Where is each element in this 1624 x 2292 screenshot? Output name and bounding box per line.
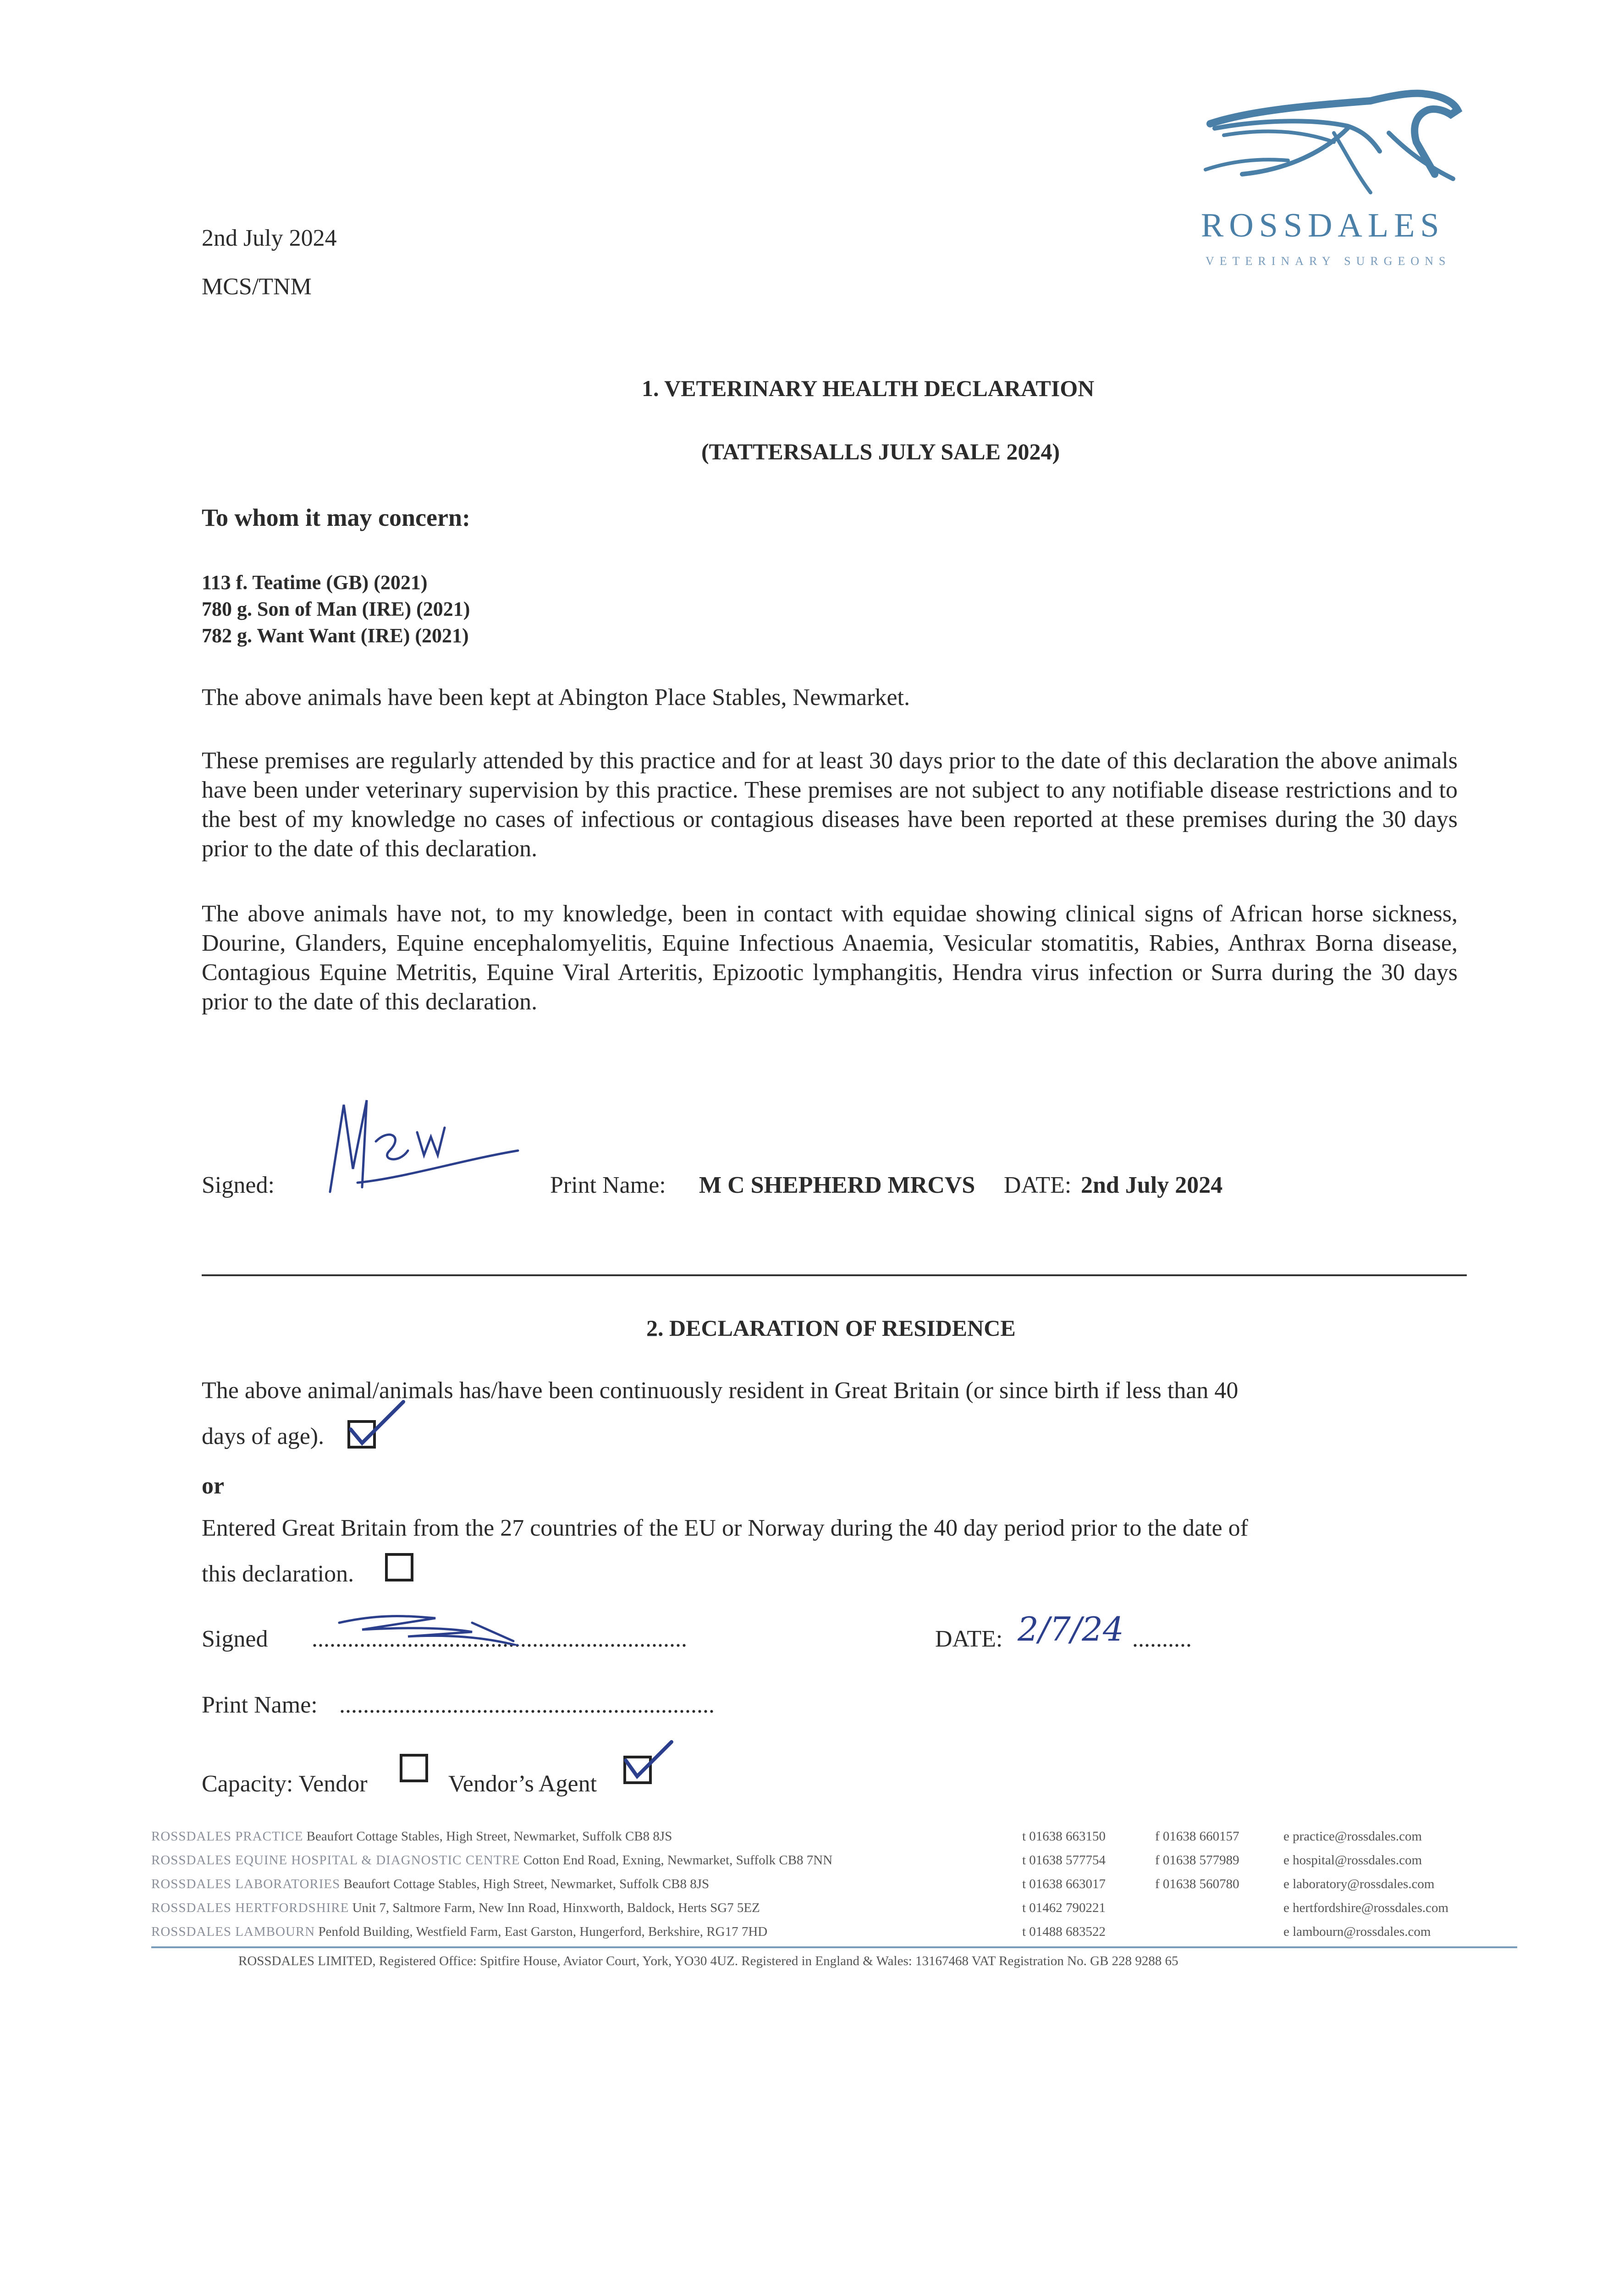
footer-registered-office: ROSSDALES LIMITED, Registered Office: Spitfire House, Aviator Court, York, YO30 4UZ. Registered in England & Wales: 13167468 VAT Registration No. GB 228 9288 65	[238, 1954, 1178, 1968]
signature-mark	[312, 1086, 523, 1196]
footer-email: e hospital@rossdales.com	[1283, 1853, 1422, 1868]
footer-fax: f 01638 577989	[1155, 1853, 1239, 1868]
list-item: 780 g. Son of Man (IRE) (2021)	[202, 598, 470, 620]
list-item: 113 f. Teatime (GB) (2021)	[202, 571, 428, 594]
letter-reference: MCS/TNM	[202, 274, 312, 300]
footer-row-lambourn: ROSSDALES LAMBOURN Penfold Building, Westfield Farm, East Garston, Hungerford, Berkshire, RG17 7HD	[151, 1924, 768, 1939]
footer-tel: t 01638 577754	[1022, 1853, 1106, 1868]
residence-checkbox-entered[interactable]	[385, 1553, 413, 1581]
print-name-dots: ...............................................................	[339, 1692, 715, 1718]
rossdales-logo	[1192, 83, 1476, 284]
residence-option1-line2: days of age).	[202, 1423, 325, 1449]
animal-list	[202, 569, 470, 649]
footer-fax: f 01638 560780	[1155, 1877, 1239, 1891]
footer-tel: t 01638 663017	[1022, 1877, 1106, 1891]
residence-option2-line2: this declaration.	[202, 1561, 354, 1587]
salutation: To whom it may concern:	[202, 504, 470, 531]
horse-logo-icon	[1196, 83, 1471, 206]
handwritten-date: 2/7/24	[1018, 1610, 1124, 1648]
paragraph-contact: The above animals have not, to my knowledge, been in contact with equidae showing clinical signs of African horse sickness, Dourine, Glanders, Equine encephalomyelitis, Equine Infectious Anaemia, Vesicular stomatitis, Rabies, Anthrax Borna disease, Contagious Equine Metritis, Equine Viral Arteritis, Epizootic lymphangitis, Hendra virus infection or Surra during the 30 days prior to the date of this declaration.	[202, 901, 1458, 1015]
footer-email: e laboratory@rossdales.com	[1283, 1877, 1435, 1891]
footer-tel: t 01462 790221	[1022, 1901, 1106, 1915]
capacity-label: Capacity: Vendor	[202, 1771, 368, 1797]
footer-row-hertfordshire: ROSSDALES HERTFORDSHIRE Unit 7, Saltmore Farm, New Inn Road, Hinxworth, Baldock, Herts SG7 5EZ	[151, 1901, 760, 1915]
signature-scribble	[335, 1609, 564, 1646]
footer-fax: f 01638 660157	[1155, 1829, 1239, 1844]
footer-row-practice: ROSSDALES PRACTICE Beaufort Cottage Stables, High Street, Newmarket, Suffolk CB8 8JS	[151, 1829, 672, 1844]
signed-label-2: Signed	[202, 1626, 268, 1652]
footer-email: e lambourn@rossdales.com	[1283, 1924, 1431, 1939]
section1-heading: 1. VETERINARY HEALTH DECLARATION	[642, 375, 1095, 401]
capacity-vendor-checkbox[interactable]	[400, 1754, 428, 1782]
footer-email: e hertfordshire@rossdales.com	[1283, 1901, 1449, 1915]
print-name-value: M C SHEPHERD MRCVS	[699, 1172, 975, 1198]
checkmark-icon	[621, 1737, 676, 1783]
section-divider	[202, 1274, 1467, 1276]
paragraph-premises: The above animals have been kept at Abington Place Stables, Newmarket.	[202, 684, 910, 711]
or-label: or	[202, 1473, 225, 1499]
footer-row-hospital: ROSSDALES EQUINE HOSPITAL & DIAGNOSTIC CENTRE Cotton End Road, Exning, Newmarket, Suffolk CB8 7NN	[151, 1853, 833, 1868]
print-name-label: Print Name:	[550, 1172, 666, 1198]
letter-date: 2nd July 2024	[202, 225, 337, 251]
agent-label: Vendor’s Agent	[448, 1771, 597, 1797]
signed-label: Signed:	[202, 1172, 275, 1198]
print-name-label-2: Print Name:	[202, 1692, 318, 1718]
residence-option1-line1: The above animal/animals has/have been continuously resident in Great Britain (or since birth if less than 40	[202, 1377, 1239, 1404]
date-label: DATE:	[1004, 1172, 1072, 1198]
section1-subheading: (TATTERSALLS JULY SALE 2024)	[701, 439, 1060, 464]
footer-row-laboratories: ROSSDALES LABORATORIES Beaufort Cottage Stables, High Street, Newmarket, Suffolk CB8 8JS	[151, 1877, 710, 1891]
footer-divider	[151, 1946, 1517, 1948]
section2-heading: 2. DECLARATION OF RESIDENCE	[646, 1315, 1016, 1341]
checkmark-icon	[344, 1397, 408, 1448]
signed-dots: ...............................................................	[312, 1626, 687, 1652]
signature-1	[312, 1086, 523, 1196]
date-label-2: DATE:	[935, 1626, 1003, 1652]
brand-name: ROSSDALES	[1201, 207, 1445, 244]
footer-tel: t 01638 663150	[1022, 1829, 1106, 1844]
footer-email: e practice@rossdales.com	[1283, 1829, 1422, 1844]
brand-tagline: VETERINARY SURGEONS	[1206, 254, 1451, 268]
date-value: 2nd July 2024	[1081, 1172, 1223, 1198]
footer-tel: t 01488 683522	[1022, 1924, 1106, 1939]
paragraph-supervision: These premises are regularly attended by this practice and for at least 30 days prior to the date of this declaration the above animals have been under veterinary supervision by this practice. These premises are not subject to any notifiable disease restrictions and to the best of my knowledge no cases of infectious or contagious diseases have been reported at these premises during the 30 days prior to the date of this declaration.	[202, 748, 1458, 862]
date-dots: ..........	[1132, 1626, 1192, 1652]
list-item: 782 g. Want Want (IRE) (2021)	[202, 624, 469, 647]
residence-option2-line1: Entered Great Britain from the 27 countries of the EU or Norway during the 40 day period prior to the date of	[202, 1515, 1248, 1541]
